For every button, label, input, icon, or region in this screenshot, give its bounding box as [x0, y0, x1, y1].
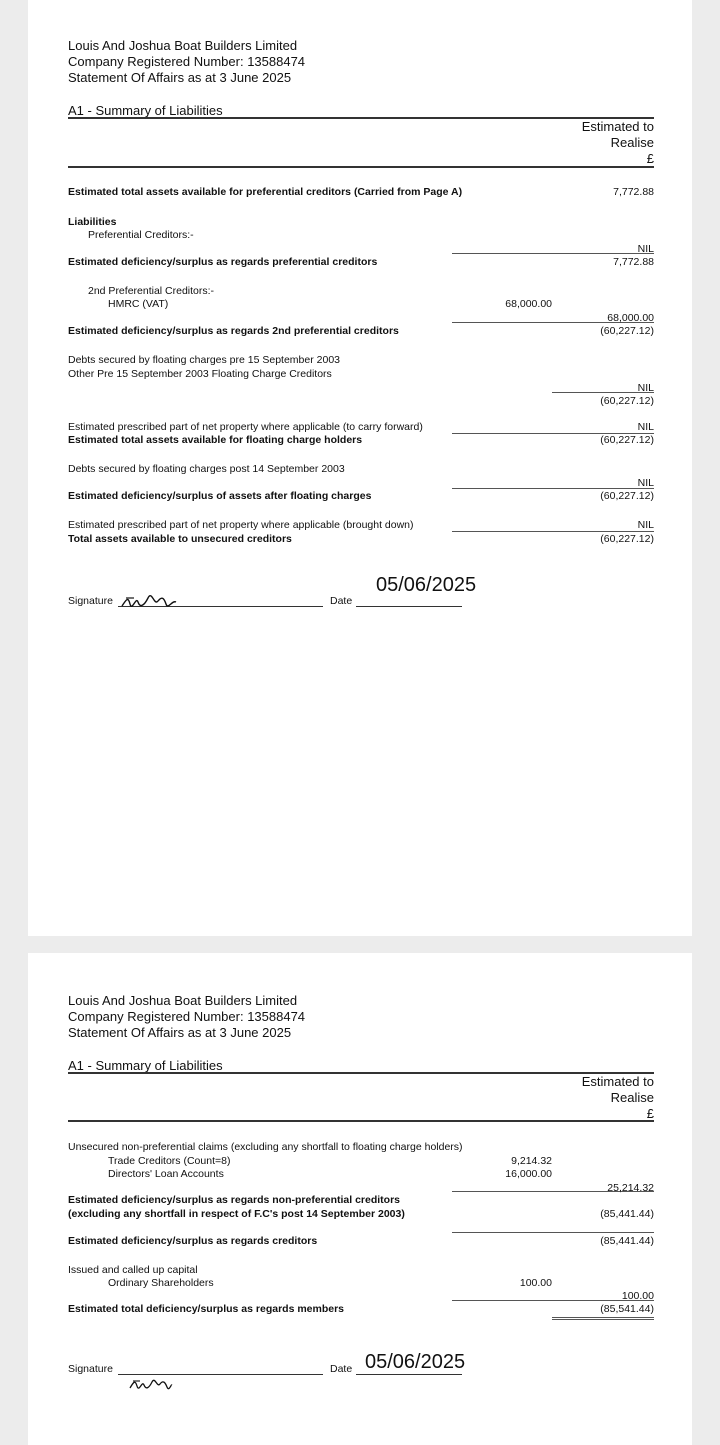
header-rule — [68, 166, 654, 168]
ordinary-shareholders-label: Ordinary Shareholders — [108, 1277, 214, 1289]
rule — [452, 488, 654, 489]
prescribed-part-down-label: Estimated prescribed part of net property where applicable (brought down) — [68, 519, 414, 531]
section-title: A1 - Summary of Liabilities — [68, 103, 223, 118]
hmrc-vat-value: 68,000.00 — [607, 312, 654, 324]
column-header-currency: £ — [646, 151, 654, 166]
column-header — [582, 1074, 654, 1122]
signature-line — [118, 1374, 323, 1375]
date-line — [356, 1374, 462, 1375]
pre-2003-nil: NIL — [637, 382, 654, 394]
total-deficiency-label: Estimated total deficiency/surplus as regards members — [68, 1303, 345, 1315]
post-2003-nil: NIL — [637, 477, 654, 489]
company-reg-number: Company Registered Number: 13588474 — [68, 1009, 306, 1024]
date-line — [356, 606, 462, 607]
assets-floating-charge-value: (60,227.12) — [600, 434, 654, 446]
second-preferential-label: 2nd Preferential Creditors:- — [88, 285, 215, 297]
deficiency-preferential-value: 7,772.88 — [613, 256, 654, 268]
signature-image — [120, 592, 180, 610]
trade-creditors-label: Trade Creditors (Count=8) — [108, 1155, 231, 1167]
assets-floating-charge-label: Estimated total assets available for floating charge holders — [68, 434, 363, 446]
statement-date: Statement Of Affairs as at 3 June 2025 — [68, 70, 292, 85]
deficiency-after-floating-value: (60,227.12) — [600, 490, 654, 502]
debts-post-2003-label: Debts secured by floating charges post 14 September 2003 — [68, 463, 345, 475]
company-reg-number: Company Registered Number: 13588474 — [68, 54, 306, 69]
unsecured-claims-label: Unsecured non-preferential claims (excluding any shortfall to floating charge holders) — [68, 1141, 463, 1153]
deficiency-creditors-label: Estimated deficiency/surplus as regards creditors — [68, 1235, 318, 1247]
prescribed-part-forward-value: NIL — [637, 421, 654, 433]
company-name: Louis And Joshua Boat Builders Limited — [68, 993, 298, 1008]
pre-2003-value: (60,227.12) — [600, 395, 654, 407]
deficiency-creditors-value: (85,441.44) — [600, 1235, 654, 1247]
trade-creditors-value: 9,214.32 — [511, 1155, 552, 1167]
unsecured-total-value: 25,214.32 — [607, 1182, 654, 1194]
column-header-line-1: Estimated to — [581, 1074, 654, 1089]
deficiency-second-preferential-value: (60,227.12) — [600, 325, 654, 337]
rule — [452, 253, 654, 254]
date-label: Date — [330, 595, 353, 607]
hmrc-vat-mid-value: 68,000.00 — [505, 298, 552, 310]
deficiency-preferential-label: Estimated deficiency/surplus as regards preferential creditors — [68, 256, 378, 268]
deficiency-second-preferential-label: Estimated deficiency/surplus as regards 2nd preferential creditors — [68, 325, 399, 337]
deficiency-nonpref-label-2: (excluding any shortfall in respect of F.C's post 14 September 2003) — [68, 1208, 405, 1220]
column-header — [582, 119, 654, 167]
total-unsecured-label: Total assets available to unsecured creditors — [68, 533, 292, 545]
statement-date: Statement Of Affairs as at 3 June 2025 — [68, 1025, 292, 1040]
double-rule — [552, 1317, 654, 1320]
signature-image — [128, 1376, 174, 1392]
directors-loan-label: Directors' Loan Accounts — [108, 1168, 224, 1180]
assets-preferential-value: 7,772.88 — [613, 186, 654, 198]
date-label: Date — [330, 1363, 353, 1375]
total-deficiency-value: (85,541.44) — [600, 1303, 654, 1315]
section-title: A1 - Summary of Liabilities — [68, 1058, 223, 1073]
statement-page-1 — [28, 0, 692, 936]
column-header-line-2: Realise — [610, 1090, 654, 1105]
signature-label: Signature — [68, 595, 113, 607]
company-name: Louis And Joshua Boat Builders Limited — [68, 38, 298, 53]
rule — [452, 531, 654, 532]
debts-pre-2003-label: Debts secured by floating charges pre 15 September 2003 — [68, 354, 341, 366]
column-header-line-1: Estimated to — [581, 119, 654, 134]
prescribed-part-forward-label: Estimated prescribed part of net property where applicable (to carry forward) — [68, 421, 423, 433]
signature-label: Signature — [68, 1363, 113, 1375]
assets-preferential-label: Estimated total assets available for preferential creditors (Carried from Page A) — [68, 186, 463, 198]
directors-loan-value: 16,000.00 — [505, 1168, 552, 1180]
rule — [452, 1232, 654, 1233]
hmrc-vat-label: HMRC (VAT) — [108, 298, 169, 310]
preferential-nil: NIL — [637, 243, 654, 255]
date-value: 05/06/2025 — [365, 1351, 466, 1373]
liabilities-heading: Liabilities — [68, 216, 117, 228]
section-rule — [68, 117, 654, 119]
statement-page-2 — [28, 953, 692, 1445]
ordinary-shareholders-value: 100.00 — [621, 1290, 654, 1302]
total-unsecured-value: (60,227.12) — [600, 533, 654, 545]
deficiency-nonpref-label-1: Estimated deficiency/surplus as regards non-preferential creditors — [68, 1194, 401, 1206]
other-pre-2003-label: Other Pre 15 September 2003 Floating Charge Creditors — [68, 368, 332, 380]
prescribed-part-down-value: NIL — [637, 519, 654, 531]
preferential-creditors-label: Preferential Creditors:- — [88, 229, 194, 241]
date-value: 05/06/2025 — [376, 574, 477, 596]
deficiency-after-floating-label: Estimated deficiency/surplus of assets after floating charges — [68, 490, 372, 502]
deficiency-nonpref-value: (85,441.44) — [600, 1208, 654, 1220]
section-rule — [68, 1072, 654, 1074]
issued-capital-label: Issued and called up capital — [68, 1264, 198, 1276]
ordinary-shareholders-mid-value: 100.00 — [519, 1277, 552, 1289]
column-header-currency: £ — [646, 1106, 654, 1121]
header-rule — [68, 1120, 654, 1122]
column-header-line-2: Realise — [610, 135, 654, 150]
